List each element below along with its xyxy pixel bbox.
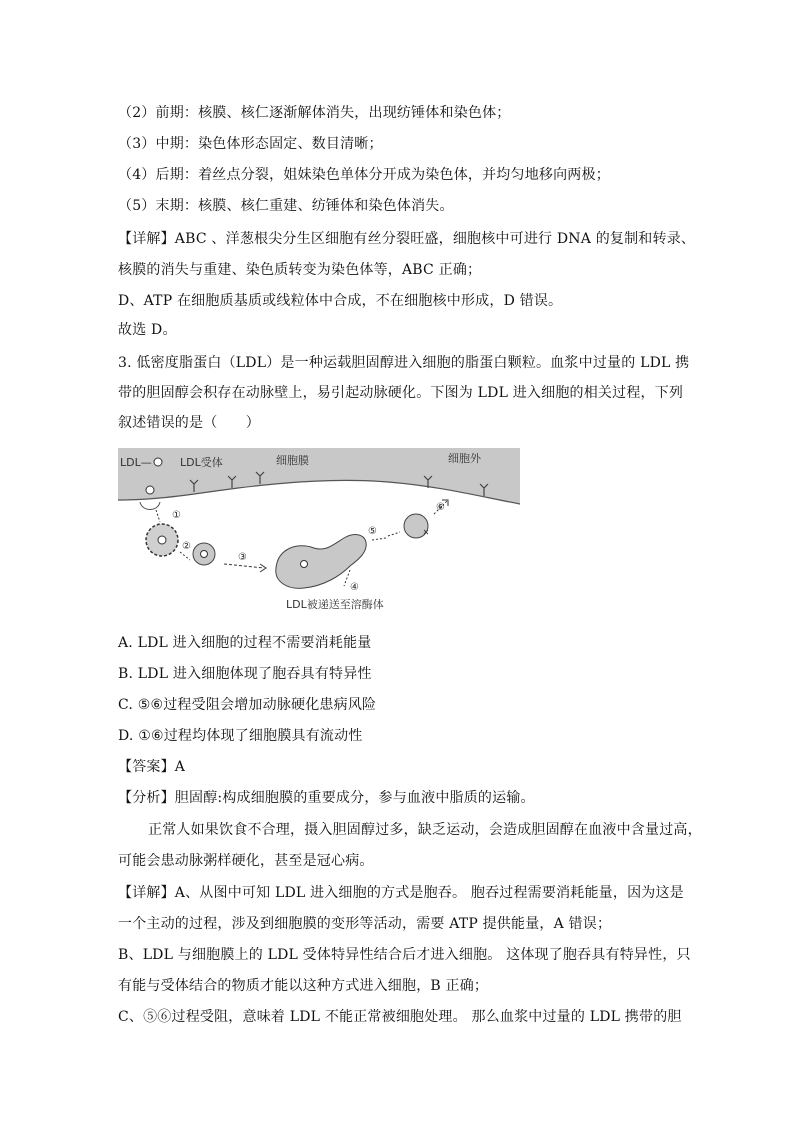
question-stem: 带的胆固醇会积存在动脉壁上，易引起动脉硬化。下图为 LDL 进入细胞的相关过程，下列 <box>118 385 684 401</box>
membrane-label: 细胞膜 <box>276 454 309 467</box>
step-5-label: ⑤ <box>368 526 377 537</box>
detail-line: C、⑤⑥过程受阻，意味着 LDL 不能正常被细胞处理。 那么血浆中过量的 LDL 携带的胆 <box>118 1009 682 1025</box>
step-1-label: ① <box>172 510 181 521</box>
text-line: 【详解】ABC 、洋葱根尖分生区细胞有丝分裂旺盛，细胞核中可进行 DNA 的复制和转录、 <box>118 231 696 247</box>
analysis-line: 【分析】胆固醇:构成细胞膜的重要成分，参与血液中脂质的运输。 <box>118 790 535 806</box>
option-b: B. LDL 进入细胞体现了胞吞具有特异性 <box>118 666 372 682</box>
detail-line: 【详解】A、从图中可知 LDL 进入细胞的方式是胞吞。 胞吞过程需要消耗能量，因为这是 <box>118 885 684 901</box>
text-line: （5）末期：核膜、核仁重建、纺锤体和染色体消失。 <box>118 198 454 214</box>
ldl-diagram <box>118 448 520 618</box>
detail-line: B、LDL 与细胞膜上的 LDL 受体特异性结合后才进入细胞。 这体现了胞吞具有特异性，只 <box>118 947 691 963</box>
detail-line: 有能与受体结合的物质才能以这种方式进入细胞，B 正确； <box>118 978 489 994</box>
outside-label: 细胞外 <box>448 452 481 465</box>
step-4-label: ④ <box>350 582 359 593</box>
lysosome-label: LDL被递送至溶酶体 <box>286 598 384 611</box>
text-line: （4）后期：着丝点分裂，姐妹染色单体分开成为染色体，并均匀地移向两极； <box>118 167 610 183</box>
ldl-legend-icon <box>154 458 162 466</box>
question-stem: 3. 低密度脂蛋白（LDL）是一种运载胆固醇进入细胞的脂蛋白颗粒。血浆中过量的 LDL 携 <box>118 355 690 371</box>
analysis-line: 可能会患动脉粥样硬化，甚至是冠心病。 <box>118 853 374 869</box>
receptor-label: LDL受体 <box>180 456 223 469</box>
answer-line: 【答案】A <box>118 759 186 775</box>
text-line: D、ATP 在细胞质基质或线粒体中合成，不在细胞核中形成，D 错误。 <box>118 293 563 309</box>
detail-line: 一个主动的过程，涉及到细胞膜的变形等活动，需要 ATP 提供能量，A 错误； <box>118 916 612 932</box>
question-stem: 叙述错误的是（ ） <box>118 415 260 431</box>
analysis-line: 正常人如果饮食不合理，摄入胆固醇过多，缺乏运动，会造成胆固醇在血液中含量过高， <box>148 822 702 838</box>
ldl-endocytosis-figure <box>118 448 520 618</box>
text-line: 故选 D。 <box>118 322 177 338</box>
text-line: （3）中期：染色体形态固定、数目清晰； <box>118 136 383 152</box>
option-c: C. ⑤⑥过程受阻会增加动脉硬化患病风险 <box>118 697 377 713</box>
option-a: A. LDL 进入细胞的过程不需要消耗能量 <box>118 635 372 651</box>
recycling-vesicle-icon <box>404 514 428 538</box>
step-2-label: ② <box>182 541 191 552</box>
ldl-particle-icon <box>146 486 154 494</box>
endosome-icon <box>276 535 366 589</box>
step-6-label: ⑥ <box>436 502 445 513</box>
step-3-label: ③ <box>238 552 247 563</box>
text-line: 核膜的消失与重建、染色质转变为染色体等，ABC 正确； <box>118 262 482 278</box>
text-line: （2）前期：核膜、核仁逐渐解体消失，出现纺锤体和染色体； <box>118 105 511 121</box>
option-d: D. ①⑥过程均体现了细胞膜具有流动性 <box>118 728 363 744</box>
ldl-label: LDL— <box>120 456 152 469</box>
